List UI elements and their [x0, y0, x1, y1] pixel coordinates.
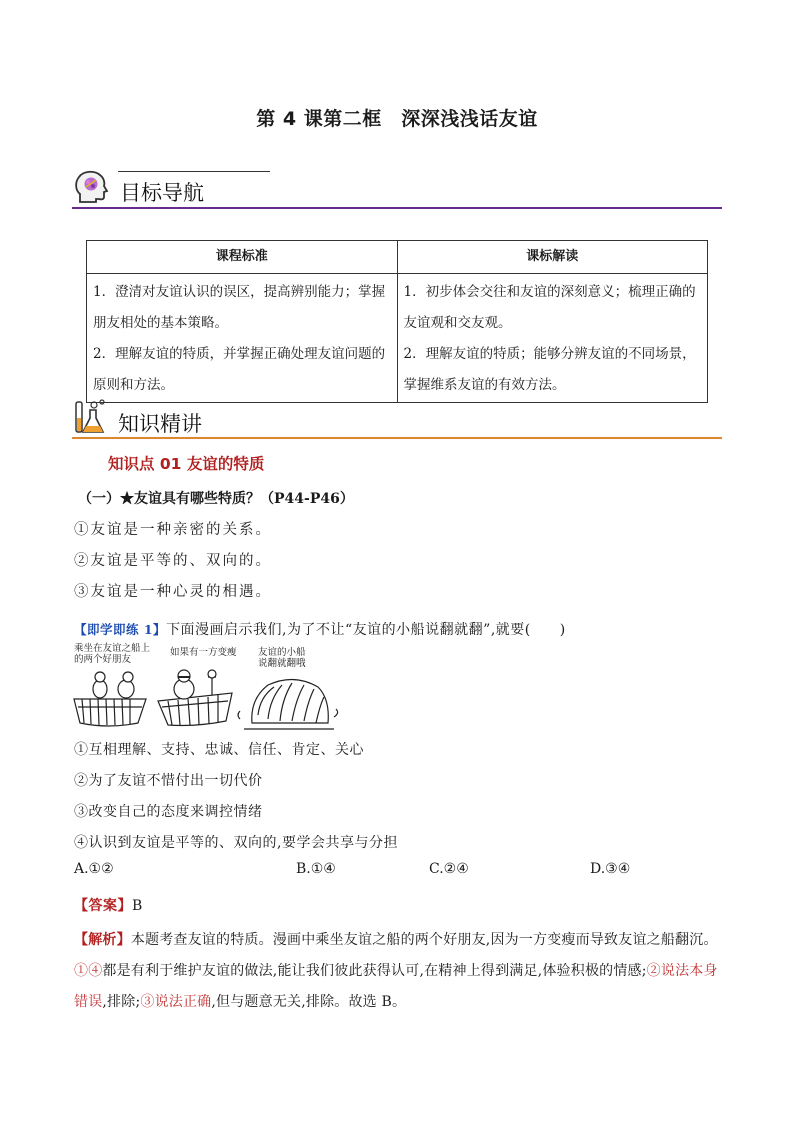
knowledge-point-1: ①友谊是一种亲密的关系。	[74, 522, 272, 538]
section-divider-knowledge	[72, 437, 722, 439]
section-accent-line	[118, 171, 270, 172]
brain-head-icon	[72, 168, 110, 206]
analysis-highlight-3: ③说法正确	[140, 994, 212, 1010]
section-title-knowledge: 知识精讲	[118, 412, 202, 436]
analysis-text-4: ,但与题意无关,排除。故选 B。	[211, 994, 407, 1010]
option-b: B.①④	[296, 861, 336, 877]
comic-illustration	[72, 643, 342, 731]
analysis-text-2: 都是有利于维护友谊的做法,能让我们彼此获得认可,在精神上得到满足,体验积极的情感;	[102, 963, 647, 979]
curriculum-table	[86, 240, 708, 403]
statement-1: ①互相理解、支持、忠诚、信任、肯定、关心	[74, 742, 364, 758]
exercise-tag: 【即学即练 1】	[74, 622, 167, 637]
analysis-paragraph	[74, 925, 724, 1018]
option-c: C.②④	[429, 861, 469, 877]
exercise-question: 下面漫画启示我们,为了不让“友谊的小船说翻就翻”,就要( )	[166, 622, 566, 638]
section-header-knowledge	[72, 398, 722, 438]
analysis-highlight-1: ①④	[74, 963, 103, 979]
answer-value: B	[132, 898, 143, 914]
comic-caption-2: 如果有一方变瘦	[170, 647, 237, 658]
table-cell-standard	[87, 274, 398, 403]
statement-2: ②为了友谊不惜付出一切代价	[74, 773, 263, 789]
analysis-text-1: 本题考查友谊的特质。漫画中乘坐友谊之船的两个好朋友,因为一方变瘦而导致友谊之船翻沉。	[130, 932, 718, 948]
section-divider-goals	[72, 207, 722, 209]
statement-3: ③改变自己的态度来调控情绪	[74, 804, 263, 820]
answer-label: 【答案】	[74, 898, 132, 914]
analysis-highlight-2: ②说法本身错误	[74, 963, 718, 1010]
exercise-stem	[74, 619, 566, 639]
knowledge-point-title: 知识点 01 友谊的特质	[108, 455, 265, 473]
answer-line	[74, 895, 143, 915]
section-accent-line	[116, 402, 266, 403]
statement-4: ④认识到友谊是平等的、双向的,要学会共享与分担	[74, 835, 398, 851]
page-title: 第 4 课第二框 深深浅浅话友谊	[256, 108, 538, 130]
comic-caption-3: 友谊的小船说翻就翻哦	[258, 647, 306, 669]
standard-item-1: 1．澄清对友谊认识的误区，提高辨别能力；掌握朋友相处的基本策略。	[93, 284, 386, 331]
interpretation-item-1: 1．初步体会交往和友谊的深刻意义；梳理正确的友谊观和交友观。	[403, 284, 696, 331]
knowledge-point-3: ③友谊是一种心灵的相遇。	[74, 584, 272, 600]
table-cell-interpretation	[397, 274, 708, 403]
table-header-standard: 课程标准	[87, 241, 398, 274]
option-d: D.③④	[590, 861, 631, 877]
standard-item-2: 2．理解友谊的特质，并掌握正确处理友谊问题的原则和方法。	[93, 346, 386, 393]
analysis-label: 【解析】	[74, 932, 131, 948]
section-title-goals: 目标导航	[120, 181, 204, 205]
table-header-interpretation: 课标解读	[397, 241, 708, 274]
analysis-text-3: ,排除;	[102, 994, 141, 1010]
option-a: A.①②	[74, 861, 114, 877]
knowledge-point-2: ②友谊是平等的、双向的。	[74, 553, 272, 569]
section-header-goals	[72, 166, 722, 210]
knowledge-question: （一）★友谊具有哪些特质？（P44-P46）	[78, 491, 354, 507]
lab-flask-icon	[72, 398, 114, 436]
interpretation-item-2: 2．理解友谊的特质；能够分辨友谊的不同场景，掌握维系友谊的有效方法。	[403, 346, 696, 393]
boat-drawing	[72, 669, 342, 731]
comic-caption-1: 乘坐在友谊之船上的两个好朋友	[74, 643, 151, 665]
